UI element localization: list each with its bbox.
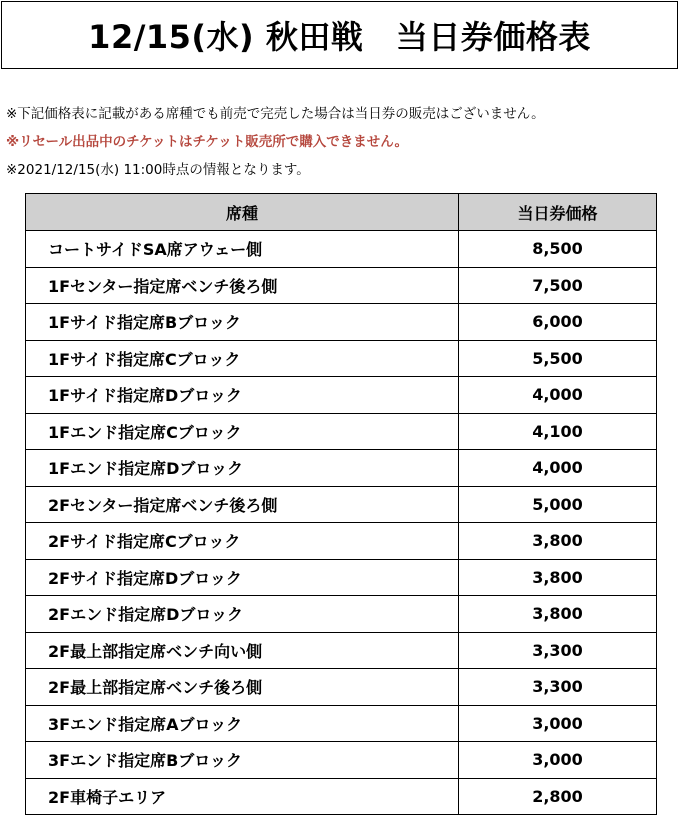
price-cell: 7,500 <box>459 267 657 304</box>
table-row <box>26 231 657 268</box>
table-row <box>26 413 657 450</box>
seat-type-cell: 2Fサイド指定席Cブロック <box>26 523 459 560</box>
table-row <box>26 559 657 596</box>
header-price: 当日券価格 <box>459 194 657 231</box>
header-seat-type: 席種 <box>26 194 459 231</box>
seat-type-cell: 2Fセンター指定席ベンチ後ろ側 <box>26 486 459 523</box>
table-row <box>26 669 657 706</box>
price-cell: 3,000 <box>459 742 657 779</box>
table-row <box>26 304 657 341</box>
seat-type-cell: 1Fサイド指定席Dブロック <box>26 377 459 414</box>
price-table-body <box>26 231 657 815</box>
seat-type-cell: 1Fセンター指定席ベンチ後ろ側 <box>26 267 459 304</box>
price-cell: 4,000 <box>459 450 657 487</box>
table-row <box>26 742 657 779</box>
table-row <box>26 450 657 487</box>
price-cell: 5,500 <box>459 340 657 377</box>
table-row <box>26 596 657 633</box>
price-cell: 4,000 <box>459 377 657 414</box>
seat-type-cell: 1Fサイド指定席Cブロック <box>26 340 459 377</box>
table-row <box>26 486 657 523</box>
table-row <box>26 267 657 304</box>
note-resale-warning: ※リセール出品中のチケットはチケット販売所で購入できません。 <box>6 134 409 150</box>
note-info-timestamp: ※2021/12/15(水) 11:00時点の情報となります。 <box>6 162 310 178</box>
price-cell: 3,300 <box>459 669 657 706</box>
table-row <box>26 377 657 414</box>
price-cell: 6,000 <box>459 304 657 341</box>
price-table <box>25 193 657 815</box>
seat-type-cell: 1Fサイド指定席Bブロック <box>26 304 459 341</box>
price-cell: 4,100 <box>459 413 657 450</box>
price-cell: 3,800 <box>459 523 657 560</box>
seat-type-cell: 1Fエンド指定席Cブロック <box>26 413 459 450</box>
price-cell: 8,500 <box>459 231 657 268</box>
seat-type-cell: 3Fエンド指定席Aブロック <box>26 705 459 742</box>
table-row <box>26 705 657 742</box>
price-cell: 2,800 <box>459 778 657 815</box>
table-row <box>26 340 657 377</box>
seat-type-cell: 2Fエンド指定席Dブロック <box>26 596 459 633</box>
seat-type-cell: コートサイドSA席アウェー側 <box>26 231 459 268</box>
price-cell: 3,800 <box>459 559 657 596</box>
seat-type-cell: 2F最上部指定席ベンチ向い側 <box>26 632 459 669</box>
note-sold-out: ※下記価格表に記載がある席種でも前売で完売した場合は当日券の販売はございません。 <box>6 106 545 122</box>
seat-type-cell: 2F最上部指定席ベンチ後ろ側 <box>26 669 459 706</box>
title-box <box>1 1 678 69</box>
notes-section <box>6 100 676 184</box>
seat-type-cell: 3Fエンド指定席Bブロック <box>26 742 459 779</box>
seat-type-cell: 2F車椅子エリア <box>26 778 459 815</box>
table-header-row <box>26 194 657 231</box>
price-cell: 3,800 <box>459 596 657 633</box>
seat-type-cell: 2Fサイド指定席Dブロック <box>26 559 459 596</box>
page-title: 12/15(水) 秋田戦 当日券価格表 <box>88 18 591 56</box>
table-row <box>26 778 657 815</box>
seat-type-cell: 1Fエンド指定席Dブロック <box>26 450 459 487</box>
price-cell: 3,000 <box>459 705 657 742</box>
price-cell: 5,000 <box>459 486 657 523</box>
price-cell: 3,300 <box>459 632 657 669</box>
table-row <box>26 523 657 560</box>
table-row <box>26 632 657 669</box>
